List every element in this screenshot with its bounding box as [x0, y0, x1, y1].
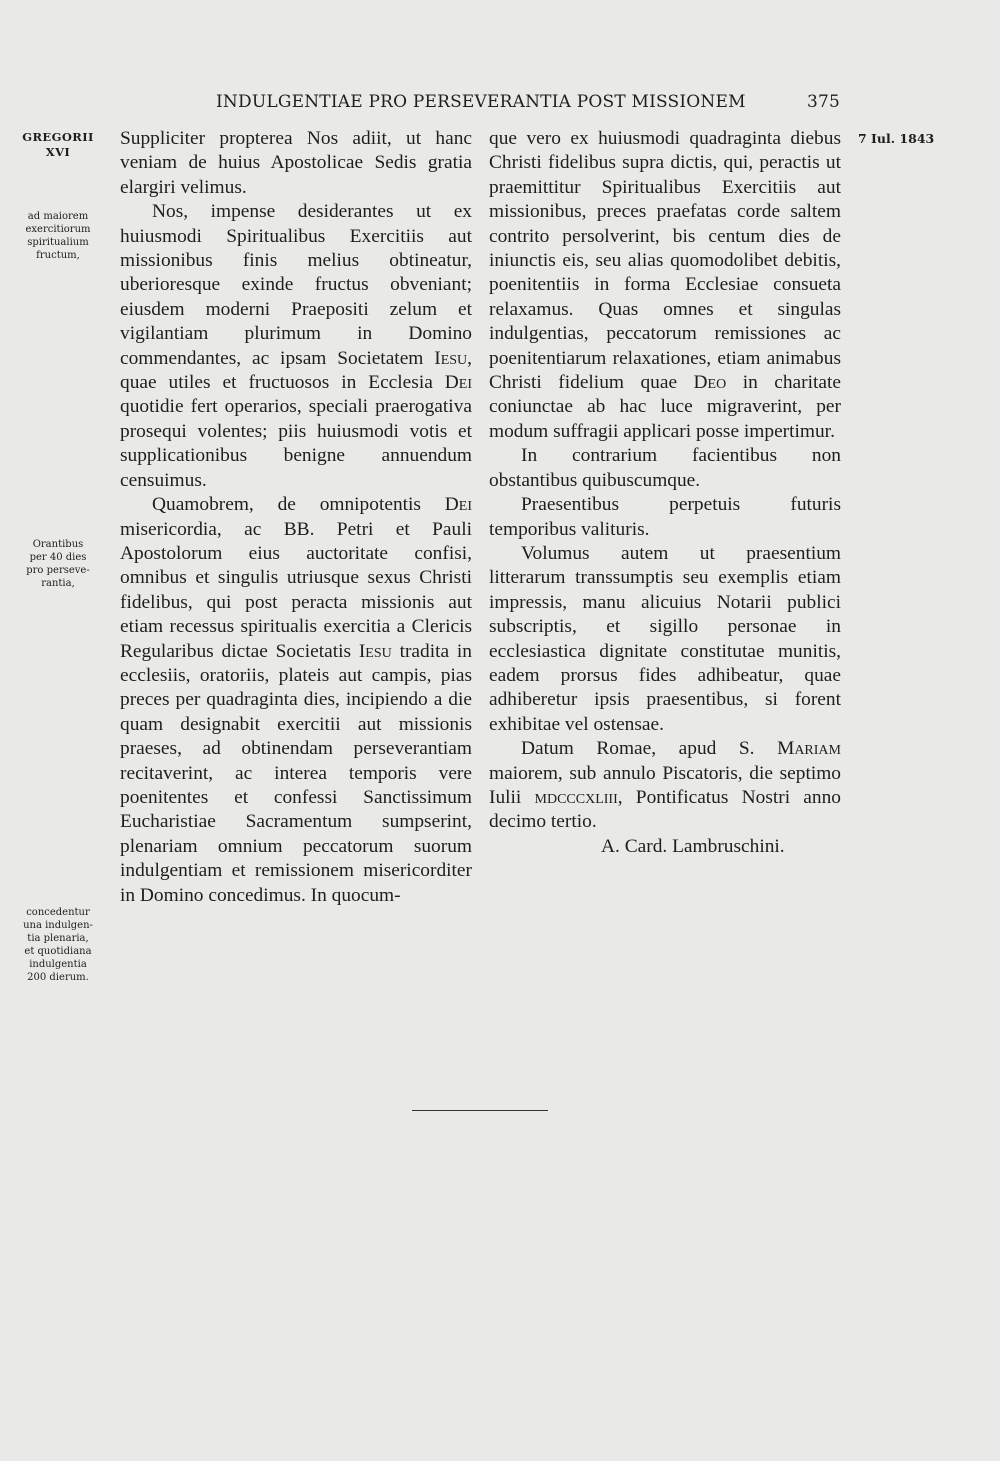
- margin-note-line: 200 dierum.: [27, 972, 89, 983]
- paragraph: Praesentibus perpetuis futuris temporibus valituris.: [489, 494, 841, 540]
- paragraph: Suppliciter propterea Nos adiit, ut hanc veniam de huius Apostolicae Sedis gratia elargiri velimus.: [120, 128, 472, 198]
- small-caps-year: mdcccxliii: [534, 786, 618, 808]
- small-caps-name: Iesu: [358, 640, 392, 662]
- paragraph: que vero ex huiusmodi quadraginta diebus Christi fidelibus supra dictis, qui, peractis ut praemittitur Spiritualibus Exercitiis aut missionibus, preces praefatas corde saltem contrito persolverint, bis centum dies de iniunctis eis, seu alias quomodolibet debitis, poenitentiis in forma Ecclesiae consueta relaxamus. Quas omnes et singulas indulgentias, peccatorum remissiones ac poenitentiarum relaxationes, etiam animabus Christi fidelium quae Deo in charitate coniunctae ab hac luce migraverint, per modum suffragii applicari posse impertimur.: [489, 128, 841, 442]
- margin-note-line: Orantibus: [32, 539, 84, 550]
- running-title: INDULGENTIAE PRO PERSEVERANTIA POST MISSIONEM: [216, 92, 746, 112]
- margin-note-line: exercitiorum: [25, 224, 91, 235]
- page-number: 375: [806, 92, 840, 112]
- right-column: [489, 127, 841, 859]
- paragraph: Quamobrem, de omnipotentis Dei misericordia, ac BB. Petri et Pauli Apostolorum eius auctoritate confisi, omnibus et singulis utriusque sexus Christi fidelibus, qui post peracta missionis aut etiam recessus spiritualis exercitia a Clericis Regularibus dictae Societatis Iesu tradita in ecclesiis, oratoriis, plateis aut campis, pias preces per quadraginta dies, incipiendo a die quam designabit exercitii aut missionis praeses, ad obtinendam perseverantiam recitaverint, ac interea temporis vere poenitentes et confessi Sanctissimum Eucharistiae Sacramentum sumpserint, plenariam omnium peccatorum suorum indulgentiam et remissionem misericorditer in Domino concedimus. In quocum-: [120, 494, 472, 906]
- margin-date: 7 Iul. 1843: [858, 131, 935, 146]
- margin-note-line: una indulgen-: [23, 920, 93, 931]
- margin-author-line1: GREGORII: [22, 130, 94, 144]
- margin-note-1: [20, 210, 96, 262]
- left-column: [120, 127, 472, 908]
- margin-author: [20, 130, 96, 160]
- margin-note-line: indulgentia: [29, 959, 87, 970]
- small-caps-name: Deo: [693, 372, 727, 394]
- small-caps-name: Dei: [444, 372, 472, 394]
- margin-note-line: pro perseve-: [26, 565, 90, 576]
- margin-note-line: concedentur: [26, 907, 90, 918]
- end-rule: [412, 1110, 548, 1111]
- signature: A. Card. Lambruschini.: [601, 835, 785, 857]
- margin-note-line: fructum,: [36, 250, 80, 261]
- margin-note-line: tia plenaria,: [27, 933, 89, 944]
- paragraph: Datum Romae, apud S. Mariam maiorem, sub annulo Piscatoris, die septimo Iulii mdcccxliii, Pontificatus Nostri anno decimo tertio.: [489, 738, 841, 833]
- margin-note-line: spiritualium: [27, 237, 89, 248]
- small-caps-name: Iesu: [434, 347, 468, 369]
- margin-note-line: ad maiorem: [27, 211, 89, 222]
- margin-note-line: et quotidiana: [24, 946, 92, 957]
- margin-note-3: [20, 906, 96, 984]
- margin-note-line: rantia,: [41, 578, 75, 589]
- small-caps-name: Dei: [444, 494, 472, 516]
- margin-note-line: per 40 dies: [29, 552, 87, 563]
- paragraph: Volumus autem ut praesentium litterarum transsumptis seu exemplis etiam impressis, manu alicuius Notarii publici subscriptis, et sigillo personae in ecclesiastica dignitate constitutae munitis, eadem prorsus fides adhibeatur, quae adhiberetur ipsis praesentibus, si forent exhibitae vel ostensae.: [489, 542, 841, 735]
- paragraph: Nos, impense desiderantes ut ex huiusmodi Spiritualibus Exercitiis aut missionibus finis melius obtineatur, uberioresque exinde fructus obveniant; eiusdem moderni Praepositi zelum et vigilantiam plurimum in Domino commendantes, ac ipsam Societatem Iesu, quae utiles et fructuosos in Ecclesia Dei quotidie fert operarios, speciali praerogativa prosequi volentes; piis huiusmodi votis et supplicationibus benigne annuendum censuimus.: [120, 201, 472, 491]
- paragraph: In contrarium facientibus non obstantibus quibuscumque.: [489, 445, 841, 491]
- margin-author-line2: XVI: [45, 145, 71, 159]
- small-caps-name: Mariam: [777, 738, 841, 760]
- margin-note-2: [20, 538, 96, 590]
